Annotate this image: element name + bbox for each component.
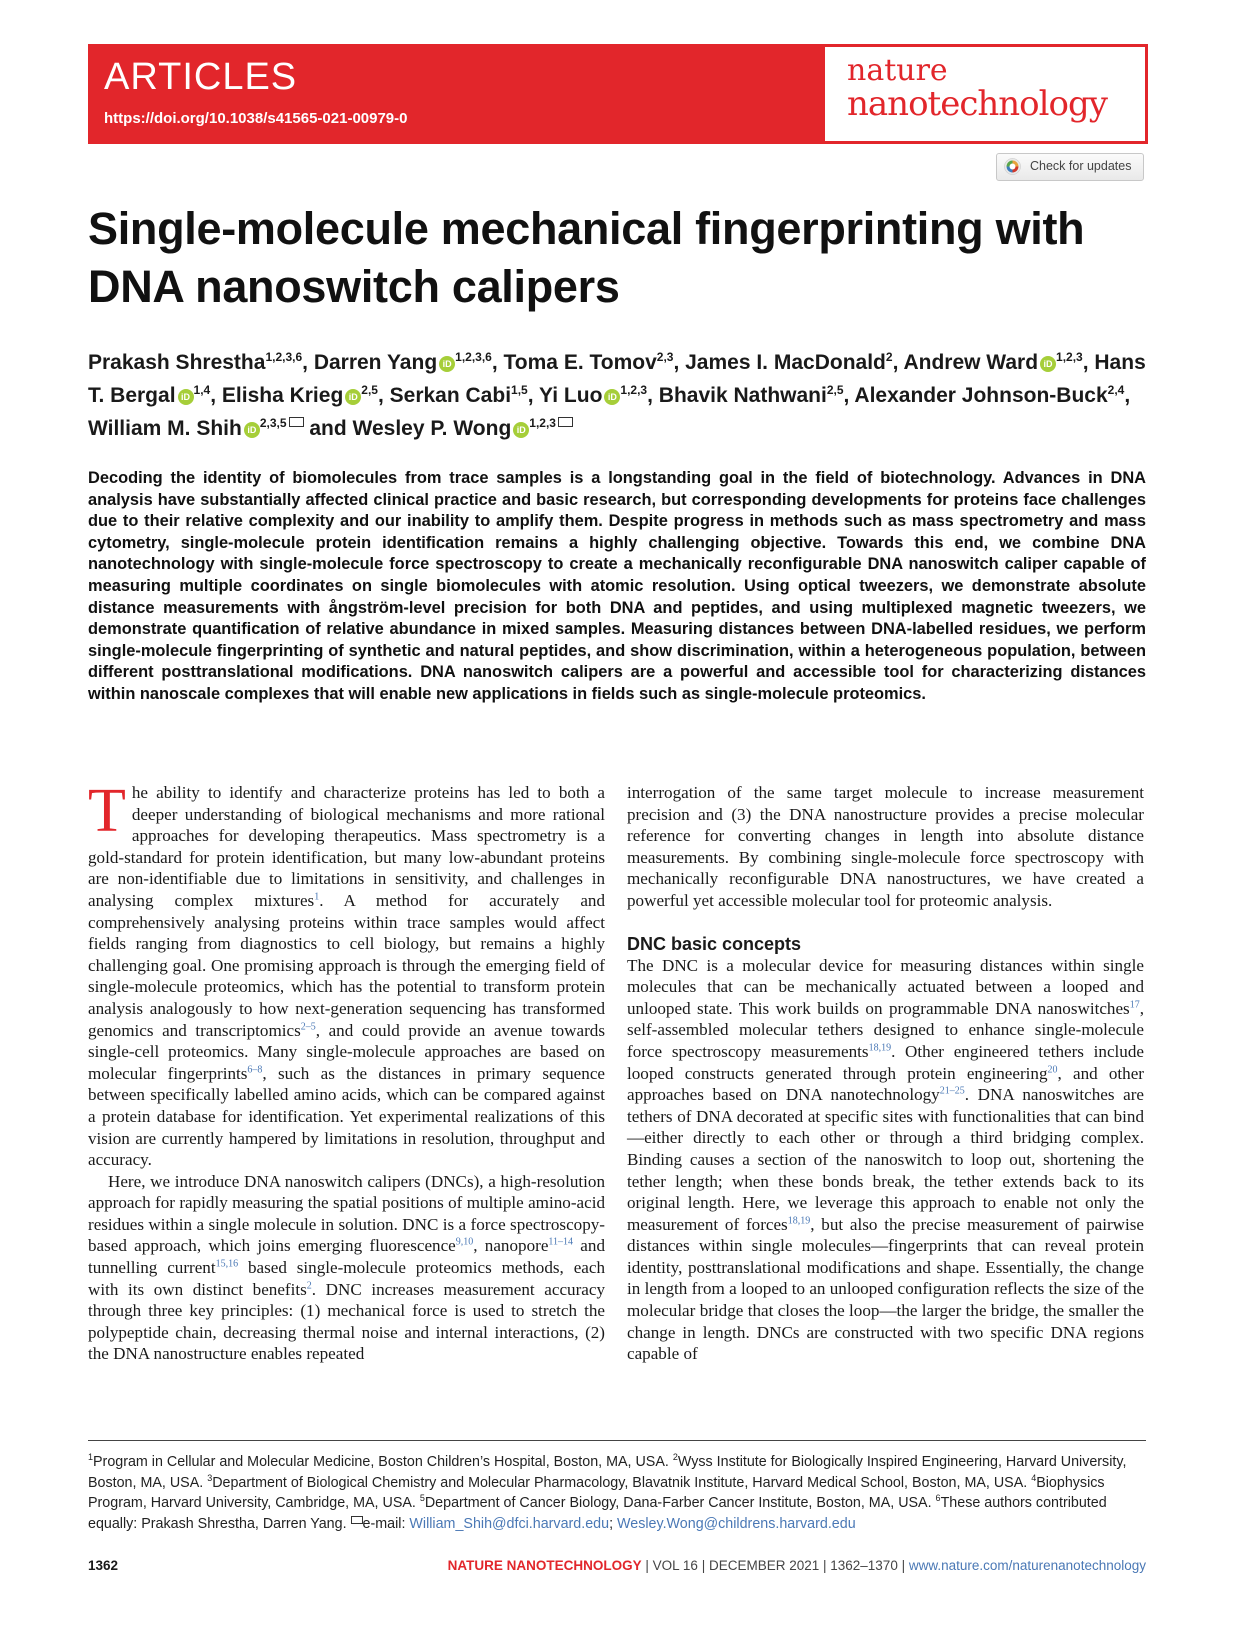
text-run: , and could provide an avenue towards single-cell proteomics. Many single-molecule approaches are based on molecular fingerprints [88,1020,605,1083]
author-affiliation: 1,2,3 [620,383,648,397]
author[interactable] [390,384,528,407]
author-name: Darren Yang [313,351,438,374]
check-for-updates-button[interactable] [996,153,1144,181]
author-affiliation: 2,3,5 [259,416,287,430]
author[interactable] [222,384,378,407]
journal-logo[interactable] [825,47,1145,141]
author-affiliation: 1,2,3 [529,416,556,430]
author-name: Alexander Johnson-Buck [854,384,1108,407]
email-link[interactable]: Wesley.Wong@childrens.harvard.edu [617,1515,856,1532]
text-run: . DNC increases measurement accuracy through three key principles: (1) mechanical force is used to stretch the polypeptide chain, decreasing thermal noise and internal interactions, (2) the DNA nanostructure enables repeated [88,1279,605,1364]
reference-citation[interactable]: 1 [314,891,320,903]
author-name: Prakash Shrestha [88,351,266,374]
orcid-icon[interactable]: iD [178,389,194,405]
text-run: , such as the distances in primary sequence between specifically labelled amino acids, which can be compared against a protein database for identification. Yet experimental realizations of this vision are currently hampered by limitations in resolution, throughput and accuracy. [88,1063,605,1170]
author-separator: , [673,351,686,374]
body-column-left [88,777,605,1365]
check-for-updates-label: Check for updates [1030,159,1132,173]
text-run: and tunnelling current [88,1236,605,1278]
author-separator: , [527,384,540,407]
affiliation-text: Biophysics Program, Harvard University, Cambridge, MA, USA. [88,1474,1105,1512]
affiliation-number: 2 [672,1452,678,1463]
author[interactable] [314,351,492,374]
author-affiliation: 1,4 [193,383,211,397]
author-affiliation: 2,5 [361,383,378,397]
orcid-icon[interactable]: iD [1040,356,1056,372]
author[interactable] [504,351,674,374]
reference-citation[interactable]: 15,16 [215,1258,239,1270]
author-conjunction: and [303,417,353,440]
orcid-icon[interactable]: iD [604,389,620,405]
envelope-icon [351,1516,363,1524]
author[interactable] [659,384,844,407]
author-separator: , [1082,351,1095,374]
affiliation-text: Program in Cellular and Molecular Medicine, Boston Children’s Hospital, Boston, MA, USA. [93,1454,673,1470]
affiliation-text: Wyss Institute for Biologically Inspired Engineering, Harvard University, Boston, MA, USA. [88,1454,1127,1491]
journal-logo-line2: nanotechnology [847,84,1107,124]
section-heading: DNC basic concepts [627,933,802,954]
reference-citation[interactable]: 17 [1129,999,1140,1011]
affiliation-text: Department of Biological Chemistry and Molecular Pharmacology, Blavatnik Institute, Harvard Medical School, Boston, MA, USA. [212,1474,1032,1491]
author-affiliation: 1,2,3 [1056,350,1083,364]
body-paragraph-1 [88,777,605,1171]
author-name: Wesley P. Wong [352,417,512,440]
abstract: Decoding the identity of biomolecules from trace samples is a longstanding goal in the field of biotechnology. Advances in DNA analysis have substantially affected clinical practice and basic research, but corresponding developments for proteins face challenges due to their relative complexity and our inability to amplify them. Despite progress in methods such as mass spectrometry and mass cytometry, single-molecule protein identification remains a highly challenging objective. Towards this end, we combine DNA nanotechnology with single-molecule force spectroscopy to create a mechanically reconfigurable DNA nanoswitch caliper capable of measuring multiple coordinates on single biomolecules with atomic resolution. Using optical tweezers, we demonstrate absolute distance measurements with ångström-level precision for both DNA and peptides, and using multiplexed magnetic tweezers, we demonstrate quantification of relative abundance in mixed samples. Measuring distances between DNA-labelled residues, we perform single-molecule fingerprinting of synthetic and natural peptides, and show discrimination, within a heterogeneous population, between different posttranslational modifications. DNA nanoswitch calipers are a powerful and accessible tool for characterizing distances within nanoscale complexes that will enable new applications in fields such as single-molecule proteomics. [88,469,1146,703]
reference-citation[interactable]: 18,19 [787,1215,811,1226]
author-separator: , [210,384,222,407]
footnote-divider [88,1440,1146,1441]
author-affiliation: 2,4 [1107,383,1125,397]
text-run: , nanopore [473,1236,549,1256]
affiliation-number: 5 [419,1493,425,1504]
text-run: interrogation of the same target molecule to increase measurement precision and (3) the DNA nanostructure provides a precise molecular reference for converting changes in length into absolute distance measurements. By combining single-molecule force spectroscopy with mechanically reconfigurable DNA nanostructures, we have created a powerful yet accessible molecular tool for proteomic analysis. [627,783,1144,910]
header-banner [88,44,1148,144]
author[interactable] [854,384,1124,407]
text-run: Here, we introduce DNA nanoswitch calipers (DNCs), a high-resolution approach for rapidly measuring the spatial positions of multiple amino-acid residues within a single molecule in solution. DNC is a force spectroscopy-based approach, which joins emerging fluorescence [88,1171,605,1256]
author-affiliation: 1,5 [511,383,528,397]
orcid-icon[interactable]: iD [244,422,260,438]
author[interactable] [88,351,302,374]
text-run: , and other approaches based on DNA nanotechnology [627,1063,1144,1105]
author-affiliation: 2,5 [826,383,844,397]
text-run: . DNA nanoswitches are tethers of DNA decorated at specific sites with functionalities that can bind—either directly to each other or through a third bridging complex. Binding causes a section of the nanoswitch to loop out, shortening the tether length; when these bonds break, the tether extends back to its original length. Here, we leverage this approach to enable not only the measurement of forces [627,1085,1144,1234]
reference-citation[interactable]: 2 [306,1279,312,1291]
email-label: e-mail: [362,1515,410,1532]
author-name: James I. MacDonald [685,351,886,374]
author-name: Bhavik Nathwani [658,384,827,407]
author[interactable] [88,417,304,440]
affiliation-number: 1 [88,1452,94,1463]
reference-citation[interactable]: 2–5 [300,1020,316,1032]
envelope-icon[interactable] [558,417,573,427]
reference-citation[interactable]: 9,10 [455,1236,474,1248]
email-link[interactable]: William_Shih@dfci.harvard.edu [409,1515,610,1532]
author-separator: , [843,384,855,407]
email-separator: ; [609,1515,618,1532]
body-paragraph-2 [88,1171,605,1365]
author[interactable] [539,384,647,407]
text-run: The DNC is a molecular device for measuring distances within single molecules that can be mechanically actuated between a looped and unlooped state. This work builds on programmable DNA nanoswitches [627,955,1144,1018]
paragraph-runs [88,777,605,1170]
author-separator: , [302,351,314,374]
author-list [88,346,1158,445]
crossmark-icon [1004,158,1021,175]
author-separator: , [892,351,904,374]
affiliation-text: These authors contributed equally: Prakash Shrestha, Darren Yang. [88,1495,1107,1532]
reference-citation[interactable]: 18,19 [868,1042,892,1054]
author-affiliation: 1,2,3,6 [265,350,303,364]
journal-footer [448,1558,1146,1573]
drop-cap: T [88,777,126,845]
text-run: . A method for accurately and comprehensively analysing proteins within trace samples would affect fields ranging from diagnostics to cell biology, but remains a highly challenging goal. One promising approach is through the emerging field of single-molecule proteomics, which has the potential to transform protein analysis analogously to how next-generation sequencing has transformed genomics and transcriptomics [88,890,605,1040]
article-type: ARTICLES [104,56,298,98]
body-paragraph-4 [627,955,1144,1365]
affiliation-number: 4 [1031,1472,1037,1483]
author-separator: , [491,351,504,374]
author-separator: , [1124,384,1131,407]
author-name: Serkan Cabi [389,384,512,407]
footer-journal-url[interactable]: www.nature.com/naturenanotechnology [908,1558,1146,1573]
text-run: , but also the precise measurement of pairwise distances within single molecules—fingerprints that can reveal protein identity, posttranslational modifications and shape. Essentially, the change in length from a looped to an unlooped configuration reflects the size of the molecular bridge that closes the loop—the larger the bridge, the smaller the change in length. DNCs are constructed with two specific DNA regions capable of [627,1214,1144,1364]
reference-citation[interactable]: 11–14 [548,1236,574,1248]
text-run: . Other engineered tethers include looped constructs generated through protein engineering [627,1041,1144,1083]
author-name: Yi Luo [539,384,603,407]
footer-volume-info: | VOL 16 | DECEMBER 2021 | 1362–1370 | [641,1558,909,1573]
affiliation-text: Department of Cancer Biology, Dana-Farber Cancer Institute, Boston, MA, USA. [424,1495,936,1512]
author-name: Elisha Krieg [221,384,344,407]
article-title: Single-molecule mechanical fingerprinting with DNA nanoswitch calipers [88,203,1085,312]
body-paragraph-3 [627,782,1144,912]
affiliations [88,1452,1150,1534]
reference-citation[interactable]: 20 [1047,1063,1058,1075]
reference-citation[interactable]: 6–8 [247,1064,263,1076]
author-name: Toma E. Tomov [503,351,657,374]
text-run: based single-molecule proteomics methods, each with its own distinct benefits [88,1258,605,1299]
author-separator: , [377,384,390,407]
affiliation-number: 3 [207,1472,213,1483]
body-column-right [627,782,1144,1365]
author[interactable] [685,351,892,374]
envelope-icon[interactable] [289,417,304,427]
orcid-icon[interactable]: iD [345,389,361,405]
author-separator: , [647,384,659,407]
affiliation-number: 6 [935,1493,941,1504]
reference-citation[interactable]: 21–25 [939,1085,965,1097]
author[interactable] [353,417,573,440]
orcid-icon[interactable]: iD [513,422,529,438]
orcid-icon[interactable]: iD [439,356,455,372]
text-run: he ability to identify and characterize proteins has led to both a deeper understanding of biological mechanisms and more rational approaches for developing therapeutics. Mass spectrometry is a gold-standard for protein identification, but many low-abundant proteins are non-identifiable due to limitations in sensitivity, and challenges in analysing complex mixtures [88,783,605,910]
author-name: Andrew Ward [903,351,1039,374]
journal-logo-line1: nature [847,53,948,88]
author-name: Hans T. Bergal [88,351,1146,407]
author[interactable] [903,351,1082,374]
footer-journal-name: NATURE NANOTECHNOLOGY [447,1558,642,1573]
author-affiliation: 2 [885,350,893,364]
author-name: William M. Shih [88,417,242,440]
author-affiliation: 1,2,3,6 [455,350,492,364]
text-run: , self-assembled molecular tethers designed to enhance single-molecule force spectroscopy measurements [627,998,1144,1061]
doi-link[interactable]: https://doi.org/10.1038/s41565-021-00979-0 [104,110,408,127]
page-number: 1362 [88,1558,119,1573]
author-affiliation: 2,3 [656,350,674,364]
